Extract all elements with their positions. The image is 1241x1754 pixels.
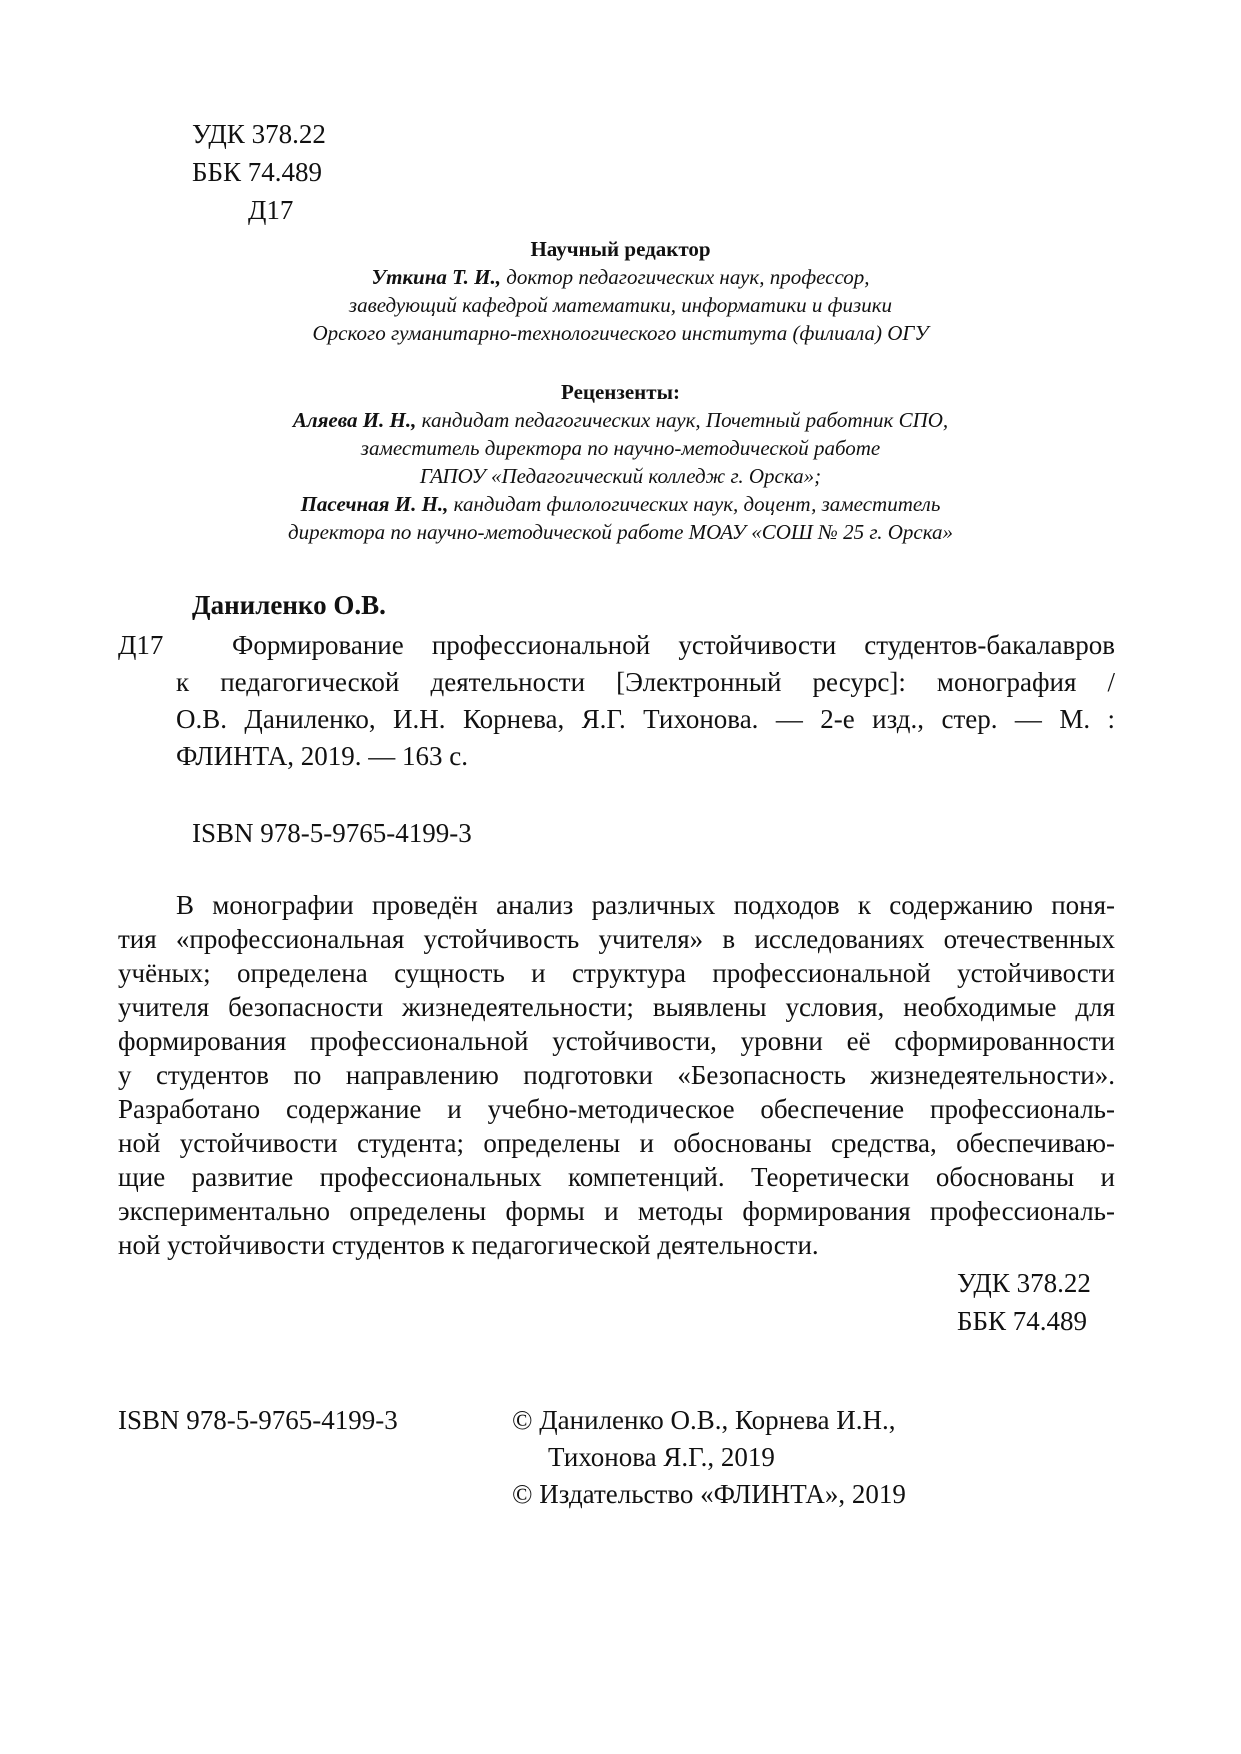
bbk-code-top: ББК 74.489 [192, 157, 323, 187]
bib-isbn: ISBN 978-5-9765-4199-3 [192, 818, 472, 848]
reviewer-1-line-3: ГАПОУ «Педагогический колледж г. Орска»; [419, 464, 822, 488]
editor-line-1 [0, 263, 1241, 291]
abstract-line: учителя безопасности жизнедеятельности; выявлены условия, необходимые для [118, 992, 1115, 1022]
reviewer-2-name: Пасечная И. Н., [300, 492, 449, 516]
udk-code-top: УДК 378.22 [192, 119, 326, 149]
bbk-code-bottom: ББК 74.489 [957, 1306, 1088, 1336]
editor-line-1-rest: доктор педагогических наук, профессор, [501, 265, 870, 289]
abstract-line: ной устойчивости студентов к педагогической деятельности. [118, 1230, 819, 1260]
abstract-line: тия «профессиональная устойчивость учителя» в исследованиях отечественных [118, 924, 1115, 954]
editor-line-2: заведующий кафедрой математики, информатики и физики [348, 293, 893, 317]
reviewers-heading: Рецензенты: [561, 380, 680, 404]
reviewer-1-line-1 [0, 406, 1241, 434]
udk-code-bottom: УДК 378.22 [957, 1268, 1091, 1298]
bib-mark: Д17 [118, 630, 164, 660]
author-mark-top: Д17 [248, 195, 294, 225]
reviewer-1-name: Аляева И. Н., [292, 408, 417, 432]
abstract-line: формирования профессиональной устойчивости, уровни её сформированности [118, 1026, 1115, 1056]
abstract-line: щие развитие профессиональных компетенций. Теоретически обоснованы и [118, 1162, 1115, 1192]
abstract-line: В монографии проведён анализ различных подходов к содержанию поня- [176, 890, 1115, 920]
abstract-line: экспериментально определены формы и методы формирования профессиональ- [118, 1196, 1115, 1226]
bib-author-heading: Даниленко О.В. [192, 590, 386, 620]
editor-line-3: Орского гуманитарно-технологического института (филиала) ОГУ [312, 321, 929, 345]
editor-name: Уткина Т. И., [371, 265, 501, 289]
editor-heading: Научный редактор [530, 237, 711, 261]
abstract-line: у студентов по направлению подготовки «Безопасность жизнедеятельности». [118, 1060, 1115, 1090]
bib-line-3: О.В. Даниленко, И.Н. Корнева, Я.Г. Тихонова. — 2-е изд., стер. — М. : [176, 704, 1115, 734]
reviewer-2-line-1-rest: кандидат филологических наук, доцент, заместитель [448, 492, 941, 516]
reviewer-1-line-2: заместитель директора по научно-методической работе [360, 436, 881, 460]
copyright-authors-cont: Тихонова Я.Г., 2019 [548, 1442, 775, 1472]
bib-line-4: ФЛИНТА, 2019. — 163 с. [176, 741, 468, 771]
reviewer-1-line-1-rest: кандидат педагогических наук, Почетный работник СПО, [416, 408, 949, 432]
copyright-authors: © Даниленко О.В., Корнева И.Н., [512, 1405, 896, 1435]
abstract-line: ной устойчивости студента; определены и обоснованы средства, обеспечиваю- [118, 1128, 1115, 1158]
abstract-line: учёных; определена сущность и структура профессиональной устойчивости [118, 958, 1115, 988]
reviewer-2-line-2: директора по научно-методической работе МОАУ «СОШ № 25 г. Орска» [287, 520, 954, 544]
bib-line-2: к педагогической деятельности [Электронный ресурс]: монография / [176, 667, 1115, 697]
reviewer-2-line-1 [0, 490, 1241, 518]
footer-isbn: ISBN 978-5-9765-4199-3 [118, 1405, 398, 1435]
abstract-line: Разработано содержание и учебно-методическое обеспечение профессиональ- [118, 1094, 1115, 1124]
bib-line-1: Формирование профессиональной устойчивости студентов-бакалавров [232, 630, 1115, 660]
copyright-publisher: © Издательство «ФЛИНТА», 2019 [512, 1479, 906, 1509]
